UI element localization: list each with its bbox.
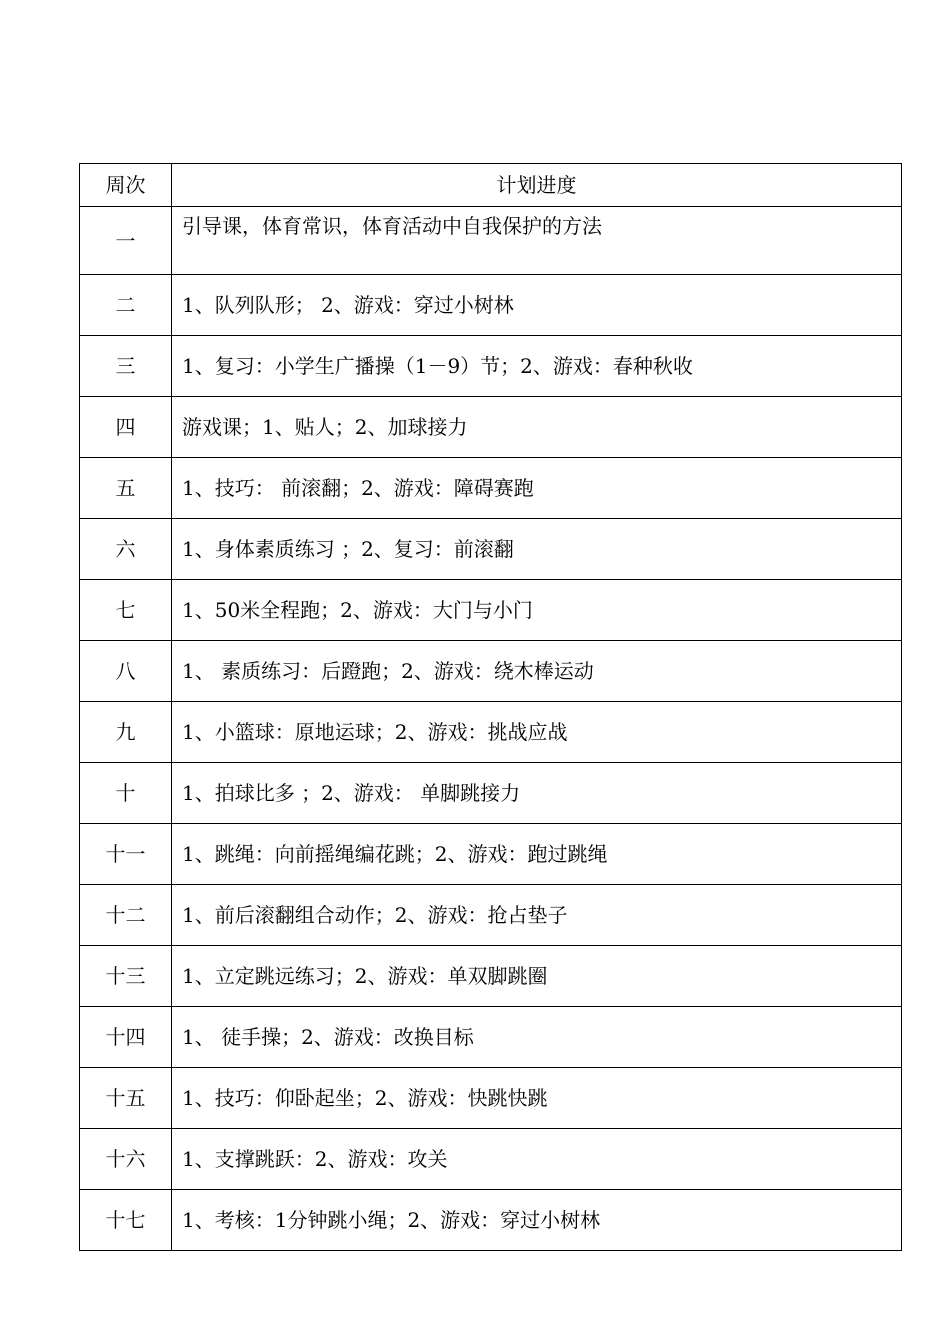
plan-cell: 1、拍球比多 ；2、游戏： 单脚跳接力 (172, 763, 902, 824)
plan-cell: 1、立定跳远练习；2、游戏：单双脚跳圈 (172, 946, 902, 1007)
table-row (80, 1129, 902, 1190)
week-cell: 十二 (80, 885, 172, 946)
table-row (80, 336, 902, 397)
plan-cell: 1、身体素质练习 ；2、复习：前滚翻 (172, 519, 902, 580)
week-cell: 九 (80, 702, 172, 763)
week-cell: 三 (80, 336, 172, 397)
schedule-table-body (80, 164, 902, 1251)
table-row (80, 1007, 902, 1068)
plan-cell: 1、 徒手操；2、游戏：改换目标 (172, 1007, 902, 1068)
table-row (80, 885, 902, 946)
table-row (80, 207, 902, 275)
header-week: 周次 (80, 164, 172, 207)
table-row (80, 397, 902, 458)
week-cell: 十三 (80, 946, 172, 1007)
week-cell: 二 (80, 275, 172, 336)
plan-cell: 1、支撑跳跃：2、游戏：攻关 (172, 1129, 902, 1190)
week-cell: 六 (80, 519, 172, 580)
week-cell: 十四 (80, 1007, 172, 1068)
table-header-row (80, 164, 902, 207)
table-row (80, 458, 902, 519)
week-cell: 十 (80, 763, 172, 824)
table-row (80, 946, 902, 1007)
plan-cell: 游戏课；1、贴人；2、加球接力 (172, 397, 902, 458)
schedule-table (79, 163, 902, 1251)
plan-cell: 引导课，体育常识，体育活动中自我保护的方法 (172, 207, 902, 275)
week-cell: 十五 (80, 1068, 172, 1129)
week-cell: 十一 (80, 824, 172, 885)
week-cell: 一 (80, 207, 172, 275)
table-row (80, 763, 902, 824)
plan-cell: 1、前后滚翻组合动作；2、游戏：抢占垫子 (172, 885, 902, 946)
plan-cell: 1、跳绳：向前摇绳编花跳；2、游戏：跑过跳绳 (172, 824, 902, 885)
table-row (80, 1190, 902, 1251)
plan-cell: 1、50米全程跑；2、游戏：大门与小门 (172, 580, 902, 641)
plan-cell: 1、小篮球：原地运球；2、游戏：挑战应战 (172, 702, 902, 763)
week-cell: 八 (80, 641, 172, 702)
week-cell: 四 (80, 397, 172, 458)
plan-cell: 1、技巧： 前滚翻；2、游戏：障碍赛跑 (172, 458, 902, 519)
plan-cell: 1、技巧：仰卧起坐；2、游戏：快跳快跳 (172, 1068, 902, 1129)
table-row (80, 519, 902, 580)
table-row (80, 580, 902, 641)
plan-cell: 1、复习：小学生广播操（1－9）节；2、游戏：春种秋收 (172, 336, 902, 397)
table-row (80, 824, 902, 885)
week-cell: 十六 (80, 1129, 172, 1190)
table-row (80, 702, 902, 763)
header-plan: 计划进度 (172, 164, 902, 207)
table-row (80, 275, 902, 336)
plan-cell: 1、 素质练习：后蹬跑；2、游戏：绕木棒运动 (172, 641, 902, 702)
week-cell: 五 (80, 458, 172, 519)
table-row (80, 1068, 902, 1129)
plan-cell: 1、队列队形； 2、游戏：穿过小树林 (172, 275, 902, 336)
table-row (80, 641, 902, 702)
week-cell: 十七 (80, 1190, 172, 1251)
plan-cell: 1、考核：1分钟跳小绳；2、游戏：穿过小树林 (172, 1190, 902, 1251)
week-cell: 七 (80, 580, 172, 641)
